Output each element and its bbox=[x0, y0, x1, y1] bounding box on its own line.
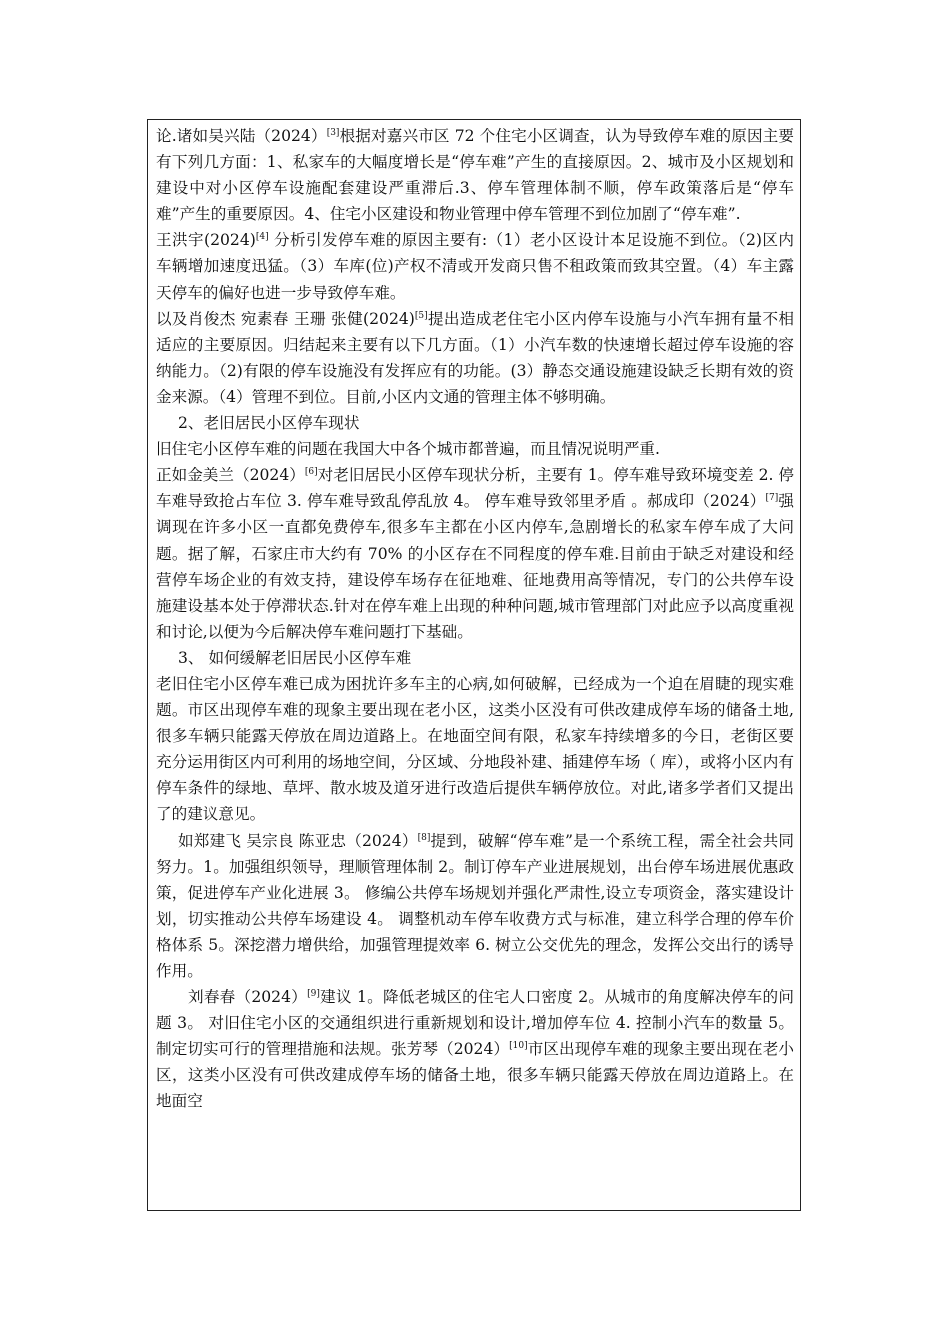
paragraph bbox=[156, 828, 794, 985]
citation-marker: [6] bbox=[304, 467, 318, 478]
text-run: 对老旧居民小区停车现状分析，主要有 1。停车难导致环境变差 2. 停车难导致抢占车位 3. 停车难导致乱停乱放 4。 停车难导致邻里矛盾 。郝成印（2024） bbox=[156, 466, 795, 511]
text-run: 以及肖俊杰 宛素春 王珊 张健(2024) bbox=[156, 309, 415, 328]
citation-marker: [4] bbox=[255, 232, 269, 243]
text-run: 老旧住宅小区停车难已成为困扰许多车主的心病,如何破解，已经成为一个迫在眉睫的现实难题。市区出现停车难的现象主要出现在老小区，这类小区没有可供改建成停车场的储备土地,很多车辆只能露天停放在周边道路上。在地面空间有限，私家车持续增多的今日，老街区要充分运用街区内可利用的场地空间，分区域、分地段补建、插建停车场（ 库），或将小区内有停车条件的绿地、草坪、散水坡及道牙进行改造后提供车辆停放位。对此,诸多学者们又提出了的建议意见。 bbox=[156, 674, 794, 824]
text-run: 2、老旧居民小区停车现状 bbox=[178, 414, 360, 433]
document-body bbox=[156, 123, 794, 1115]
text-run: 如郑建飞 吴宗良 陈亚忠（2024） bbox=[178, 831, 418, 850]
citation-marker: [8] bbox=[417, 832, 431, 843]
text-run: 建议 1。降低老城区的住宅人口密度 2。从城市的角度解决停车的问题 3。 对旧住宅小区的交通组织进行重新规划和设计,增加停车位 4. 控制小汽车的数量 5。 制定切实可行的管理措施和法规。张芳琴（2024） bbox=[156, 988, 794, 1059]
text-run: 分析引发停车难的原因主要有:（1）老小区设计本足设施不到位。（2)区内车辆增加速度迅猛。（3）车库(位)产权不清或开发商只售不租政策而致其空置。（4）车主露天停车的偏好也进一步导致停车难。 bbox=[156, 231, 794, 302]
text-run: 3、 如何缓解老旧居民小区停车难 bbox=[178, 648, 412, 667]
text-run: 正如金美兰（2024） bbox=[156, 466, 305, 485]
text-run: 刘春春（2024） bbox=[188, 988, 308, 1007]
paragraph bbox=[156, 671, 794, 828]
paragraph bbox=[156, 123, 794, 227]
paragraph bbox=[156, 227, 794, 305]
text-run: 旧住宅小区停车难的问题在我国大中各个城市都普遍，而且情况说明严重. bbox=[156, 440, 660, 459]
citation-marker: [7] bbox=[765, 493, 779, 504]
document-frame bbox=[147, 119, 801, 1211]
section-heading bbox=[156, 410, 794, 436]
text-run: 市区出现停车难的现象主要出现在老小区，这类小区没有可供改建成停车场的储备土地，很多车辆只能露天停放在周边道路上。在地面空 bbox=[156, 1040, 794, 1111]
section-heading bbox=[156, 645, 794, 671]
paragraph bbox=[156, 306, 794, 410]
text-run: 王洪宇(2024) bbox=[156, 231, 256, 250]
citation-marker: [3] bbox=[326, 128, 340, 138]
text-run: 论.诸如吴兴陆（2024） bbox=[156, 127, 327, 145]
paragraph bbox=[156, 462, 794, 645]
paragraph bbox=[156, 984, 794, 1114]
citation-marker: [9] bbox=[307, 989, 320, 1000]
citation-marker: [5] bbox=[414, 310, 428, 321]
text-run: 提到，破解“停车难”是一个系统工程，需全社会共同努力。1。加强组织领导，理顺管理体制 2。制订停车产业进展规划，出台停车场进展优惠政策，促进停车产业化进展 3。 修编公共停车场规划并强化严肃性,设立专项资金，落实建设计划，切实推动公共停车场建设 4。 调整机动车停车收费方式与标准，建立科学合理的停车价格体系 5。深挖潜力增供给，加强管理提效率 6. 树立公交优先的理念，发挥公交出行的诱导作用。 bbox=[156, 831, 794, 980]
text-run: 强调现在许多小区一直都免费停车,很多车主都在小区内停车,急剧增长的私家车停车成了大问题。据了解，石家庄市大约有 70% 的小区存在不同程度的停车难.目前由于缺乏对建设和经营停车场企业的有效支持，建设停车场存在征地难、征地费用高等情况，专门的公共停车设施建设基本处于停滞状态.针对在停车难上出现的种种问题,城市管理部门对此应予以高度重视和讨论,以便为今后解决停车难问题打下基础。 bbox=[156, 492, 794, 641]
text-run: 根据对嘉兴市区 72 个住宅小区调查，认为导致停车难的原因主要有下列几方面：1、私家车的大幅度增长是“停车难”产生的直接原因。2、城市及小区规划和建设中对小区停车设施配套建设严重滞后.3、停车管理体制不顺，停车政策落后是“停车难”产生的重要原因。4、住宅小区建设和物业管理中停车管理不到位加剧了“停车难”. bbox=[156, 127, 794, 224]
citation-marker: [10] bbox=[509, 1041, 528, 1052]
paragraph bbox=[156, 436, 794, 462]
text-run: 提出造成老住宅小区内停车设施与小汽车拥有量不相适应的主要原因。归结起来主要有以下几方面。（1）小汽车数的快速增长超过停车设施的容纳能力。（2)有限的停车设施没有发挥应有的功能。(3）静态交通设施建设缺乏长期有效的资金来源。（4）管理不到位。目前,小区内文通的管理主体不够明确。 bbox=[156, 309, 794, 406]
